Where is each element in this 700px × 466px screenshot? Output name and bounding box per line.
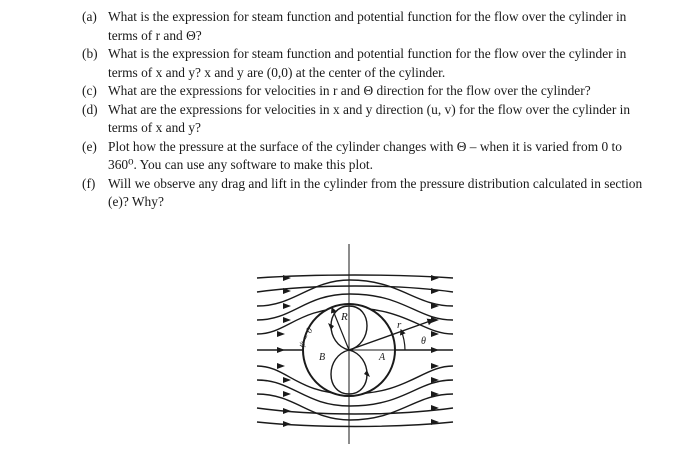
question-text: What is the expression for steam function and potential function for the flow over the cylinder in terms of x and y? x and y are (0,0) at the center of the cylinder. [108, 46, 627, 80]
question-label: (d) [82, 101, 98, 117]
cylinder-flow-diagram [255, 244, 455, 444]
flow-diagram-svg [255, 244, 455, 444]
label-B: B [319, 352, 326, 363]
label-R: R [341, 311, 348, 323]
question-label: (b) [82, 46, 98, 61]
question-text: What are the expressions for velocities in x and y direction (u, v) for the flow over the cylinder in terms of x and y? [108, 101, 631, 135]
question-text: Will we observe any drag and lift in the cylinder from the pressure distribution calculated in section (e)? Why? [108, 175, 643, 209]
label-r: r [397, 319, 402, 331]
question-list [84, 8, 644, 212]
flow-arrow [283, 421, 291, 427]
question-c [84, 82, 644, 101]
question-label: (a) [82, 9, 97, 24]
question-text: Plot how the pressure at the surface of the cylinder changes with Θ – when it is varied from 0 to 360⁰. You can use any software to make this plot. [108, 138, 622, 172]
label-psi: ψ = 0 [295, 325, 315, 349]
flow-arrow [283, 391, 291, 397]
question-label: (f) [82, 175, 96, 191]
flow-arrow [283, 408, 291, 414]
flow-arrow [431, 275, 439, 281]
flow-arrow [283, 303, 291, 309]
flow-arrow [283, 317, 291, 323]
question-text: What is the expression for steam function and potential function for the flow over the cylinder in terms of r and Θ? [108, 9, 627, 43]
flow-arrow [431, 347, 439, 353]
flow-arrow [277, 363, 285, 369]
flow-arrow [277, 331, 285, 337]
flow-arrow [431, 288, 439, 294]
flow-arrow [277, 347, 285, 353]
streamline [257, 280, 453, 306]
question-label: (e) [82, 138, 97, 154]
theta-arc [401, 330, 405, 350]
question-a [84, 8, 644, 45]
question-e [84, 138, 644, 175]
question-text: What are the expressions for velocities in r and Θ direction for the flow over the cylinder? [108, 83, 591, 98]
question-b [84, 45, 644, 82]
label-theta: θ [421, 336, 426, 347]
question-label: (c) [82, 83, 97, 98]
question-f [84, 175, 644, 212]
streamline [257, 394, 453, 420]
question-d [84, 101, 644, 138]
label-A: A [379, 352, 386, 363]
